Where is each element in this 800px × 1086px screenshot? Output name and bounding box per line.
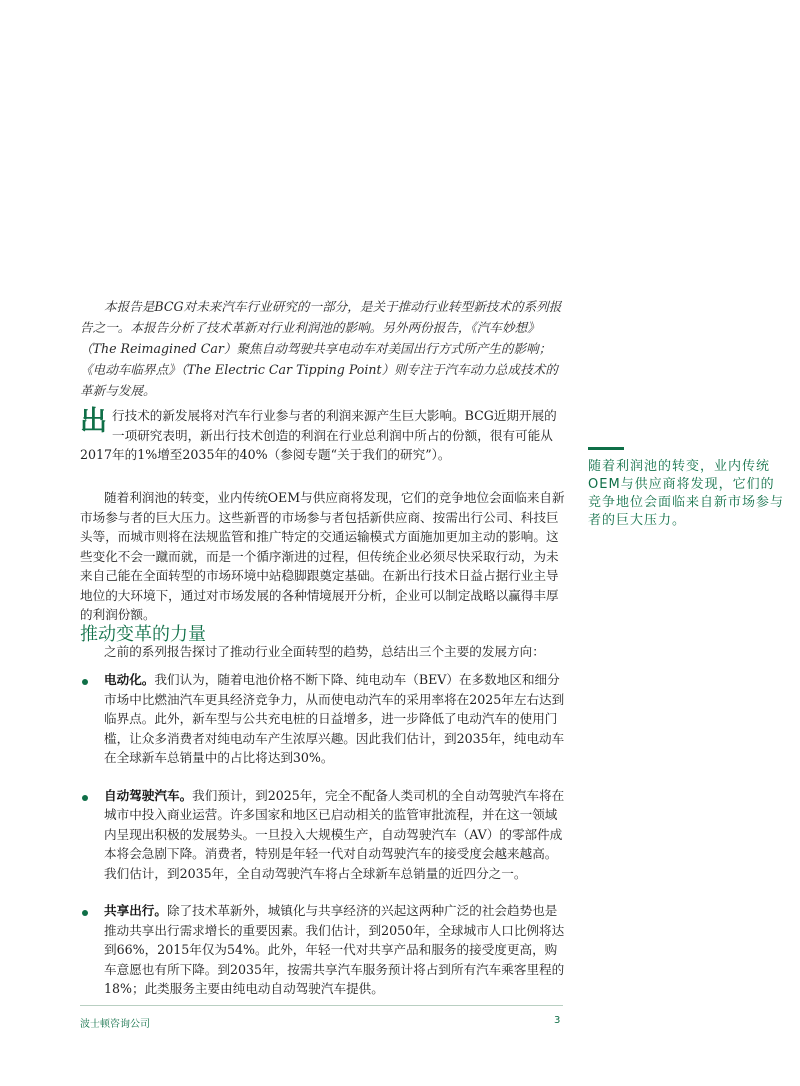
bullet-icon [82,679,88,685]
section-title: 推动变革的力量 [80,624,206,645]
intro-paragraph: 本报告是BCG对未来汽车行业研究的一部分，是关于推动行业转型新技术的系列报告之一。本报告分析了技术革新对行业利润池的影响。另外两份报告，《汽车妙想》（The Reimagined Car）聚焦自动驾驶共享电动车对美国出行方式所产生的影响；《电动车临界点》（The Electric Car Tipping Point）则专注于汽车动力总成技术的革新与发展。 [80,299,562,398]
trend-list [80,670,568,999]
list-item-term: 自动驾驶汽车。 [104,787,193,803]
footer-company: 波士顿咨询公司 [80,1019,150,1030]
body-paragraph-1-text: 行技术的新发展将对汽车行业参与者的利润来源产生巨大影响。BCG近期开展的一项研究表明，新出行技术创造的利润在行业总利润中所占的份额，很有可能从2017年的1%增至2035年的40%（参阅专题“关于我们的研究”）。 [80,408,557,462]
drop-cap: 出 [80,406,107,437]
list-item [80,786,568,884]
bullet-icon [82,910,88,916]
list-item [80,901,568,999]
list-item-term: 电动化。 [104,672,155,687]
list-item [80,670,568,768]
pull-quote-rule [588,447,624,450]
section-lead: 之前的系列报告探讨了推动行业全面转型的趋势，总结出三个主要的发展方向： [104,644,545,659]
page-number: 3 [554,1015,561,1026]
list-item-text: 我们预计，到2025年，完全不配备人类司机的全自动驾驶汽车将在城市中投入商业运营。许多国家和地区已启动相关的监管审批流程，并在这一领域内呈现出积极的发展势头。一旦投入大规模生产，自动驾驶汽车（AV）的零部件成本将会急剧下降。消费者，特别是年轻一代对自动驾驶汽车的接受度会越来越高。我们估计，到2035年，全自动驾驶汽车将占全球新车总销量的近四分之一。 [104,787,565,881]
pull-quote-text: 随着利润池的转变，业内传统OEM与供应商将发现，它们的竞争地位会面临来自新市场参与者的巨大压力。 [588,459,785,528]
pull-quote [588,447,788,530]
bullet-icon [82,795,88,801]
footer-divider [80,1005,563,1006]
list-item-text: 除了技术革新外，城镇化与共享经济的兴起这两种广泛的社会趋势也是推动共享出行需求增长的重要因素。我们估计，到2050年，全球城市人口比例将达到66%，2015年仅为54%。此外，年轻一代对共享产品和服务的接受度更高，购车意愿也有所下降。到2035年，按需共享汽车服务预计将占到所有汽车乘客里程的18%；此类服务主要由纯电动自动驾驶汽车提供。 [104,903,565,996]
body-paragraph-2: 随着利润池的转变，业内传统OEM与供应商将发现，它们的竞争地位会面临来自新市场参与者的巨大压力。这些新晋的市场参与者包括新供应商、按需出行公司、科技巨头等，而城市则将在法规监管和推广特定的交通运输模式方面施加更加主动的影响。这些变化不会一蹴而就，而是一个循序渐进的过程，但传统企业必须尽快采取行动，为未来自己能在全面转型的市场环境中站稳脚跟奠定基础。在新出行技术日益占据行业主导地位的大环境下，通过对市场发展的各种情境展开分析，企业可以制定战略以赢得丰厚的利润份额。 [80,490,565,622]
list-item-text: 我们认为，随着电池价格不断下降、纯电动车（BEV）在多数地区和细分市场中比燃油汽车更具经济竞争力，从而使电动汽车的采用率将在2025年左右达到临界点。此外，新车型与公共充电桩的日益增多，进一步降低了电动汽车的使用门槛，让众多消费者对纯电动车产生浓厚兴趣。因此我们估计，到2035年，纯电动车在全球新车总销量中的占比将达到30%。 [104,672,565,765]
list-item-term: 共享出行。 [104,903,167,918]
body-paragraph-1 [80,406,568,465]
